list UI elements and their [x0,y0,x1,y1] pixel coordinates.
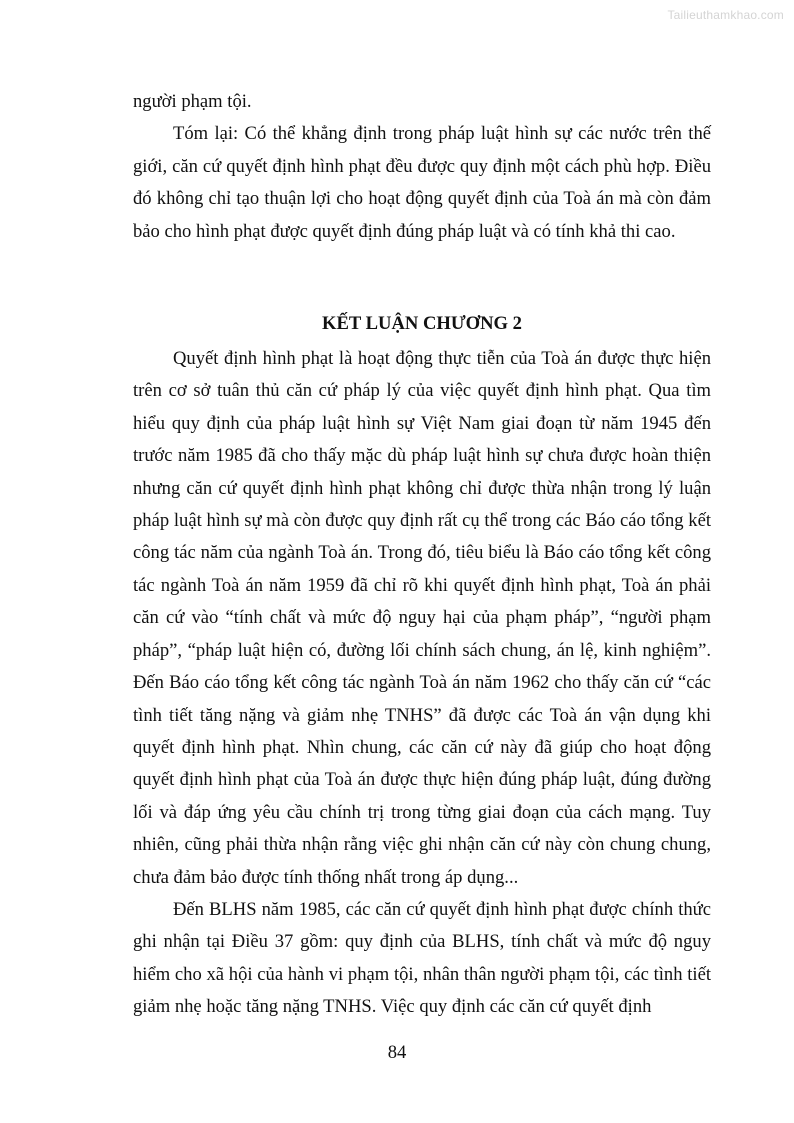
page-number: 84 [387,1042,407,1063]
watermark: Tailieuthamkhao.com [667,8,784,22]
section-heading: KẾT LUẬN CHƯƠNG 2 [322,313,522,335]
paragraph-conclusion: Quyết định hình phạt là hoạt động thực tiễn của Toà án được thực hiện trên cơ sở tuân thủ căn cứ pháp lý của việc quyết định hình phạt. Qua tìm hiểu quy định của pháp luật hình sự Việt Nam giai đoạn từ năm 1945 đến trước năm 1985 đã cho thấy mặc dù pháp luật hình sự chưa được hoàn thiện nhưng căn cứ quyết định hình phạt không chỉ được thừa nhận trong lý luận pháp luật hình sự mà còn được quy định rất cụ thể trong các Báo cáo tổng kết công tác năm của ngành Toà án. Trong đó, tiêu biểu là Báo cáo tổng kết công tác ngành Toà án năm 1959 đã chỉ rõ khi quyết định hình phạt, Toà án phải căn cứ vào “tính chất và mức độ nguy hại của phạm pháp”, “người phạm pháp”, “pháp luật hiện có, đường lối chính sách chung, án lệ, kinh nghiệm”. Đến Báo cáo tổng kết công tác ngành Toà án năm 1962 cho thấy căn cứ “các tình tiết tăng nặng và giảm nhẹ TNHS” đã được các Toà án vận dụng khi quyết định hình phạt. Nhìn chung, các căn cứ này đã giúp cho hoạt động quyết định hình phạt của Toà án được thực hiện đúng pháp luật, đúng đường lối và đáp ứng yêu cầu chính trị trong từng giai đoạn của cách mạng. Tuy nhiên, cũng phải thừa nhận rằng việc ghi nhận căn cứ này còn chung chung, chưa đảm bảo được tính thống nhất trong áp dụng... [133,348,711,888]
document-page [133,86,711,1024]
paragraph-summary: Tóm lại: Có thể khẳng định trong pháp luật hình sự các nước trên thế giới, căn cứ quyết định hình phạt đều được quy định một cách phù hợp. Điều đó không chỉ tạo thuận lợi cho hoạt động quyết định của Toà án mà còn đảm bảo cho hình phạt được quyết định đúng pháp luật và có tính khả thi cao. [133,123,711,242]
paragraph-blhs-1985: Đến BLHS năm 1985, các căn cứ quyết định hình phạt được chính thức ghi nhận tại Điều 37 gồm: quy định của BLHS, tính chất và mức độ nguy hiểm cho xã hội của hành vi phạm tội, nhân thân người phạm tội, các tình tiết giảm nhẹ hoặc tăng nặng TNHS. Việc quy định các căn cứ quyết định [133,898,711,1018]
paragraph-continuation: người phạm tội. [133,91,252,112]
